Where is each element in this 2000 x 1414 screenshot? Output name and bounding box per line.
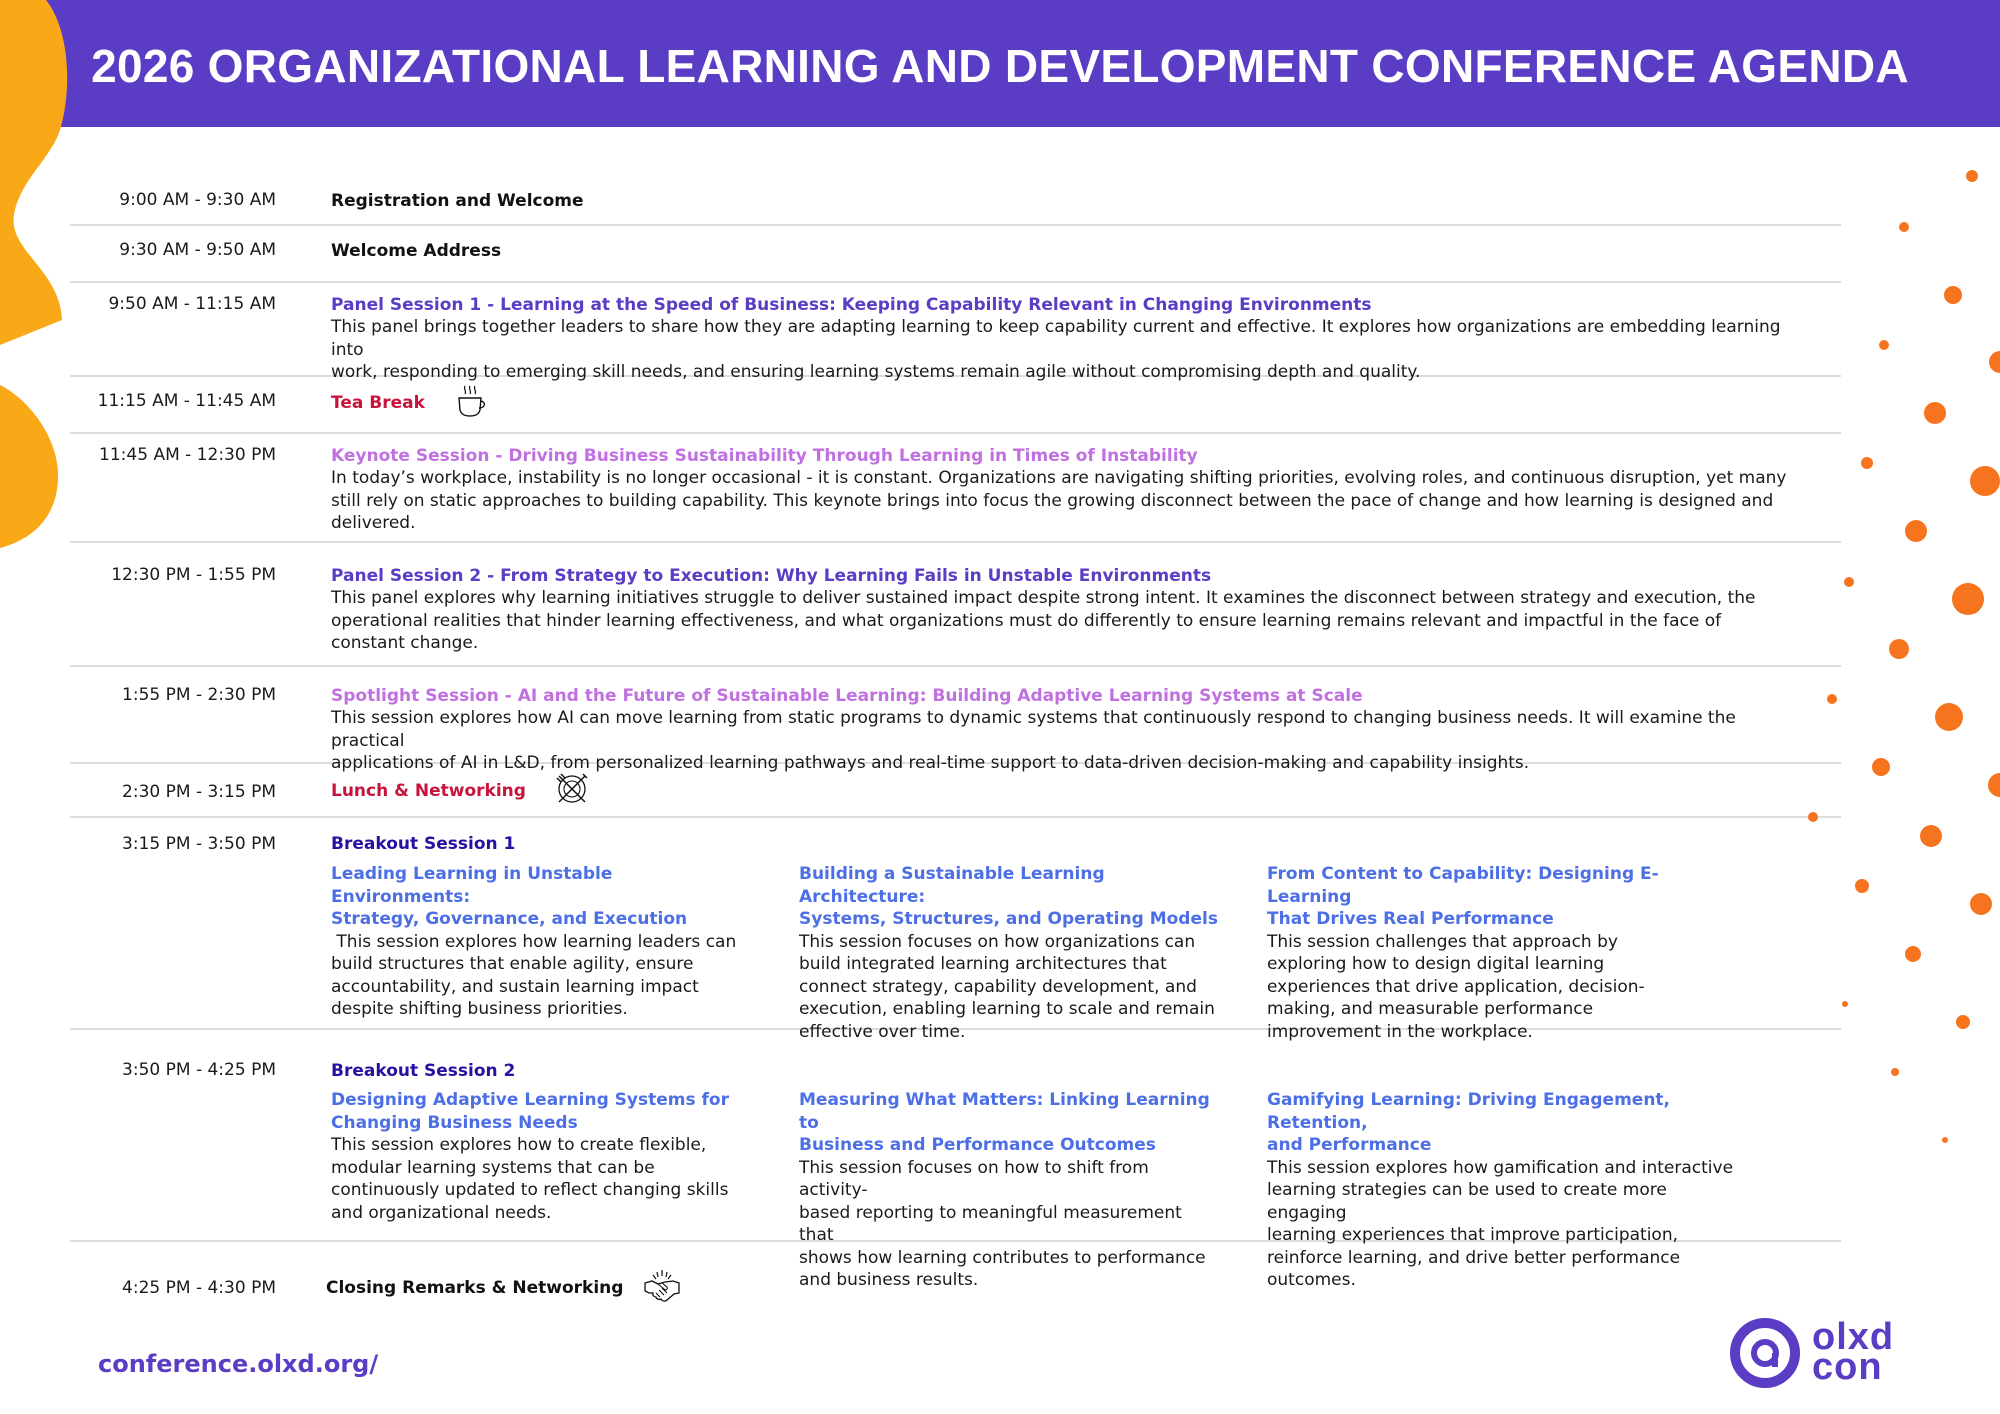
breakout-session-title: From Content to Capability: Designing E-Learning That Drives Real Performance [1267, 864, 1659, 929]
plate-cutlery-icon [555, 772, 589, 810]
agenda-time: 3:50 PM - 4:25 PM [122, 1060, 276, 1080]
agenda-time: 9:30 AM - 9:50 AM [119, 240, 276, 260]
agenda-description: In today’s workplace, instability is no longer occasional - it is constant. Organizations are navigating shifting priorities, evolving roles, and continuous disruption, yet many still rely on static approaches to building capability. This keynote brings into focus the growing disconnect between the pace of change and how learning is designed and delivered. [331, 468, 1787, 533]
handshake-icon [643, 1269, 681, 1307]
agenda-row [70, 1242, 1841, 1302]
agenda-title: Tea Break [331, 393, 425, 413]
agenda-title: Keynote Session - Driving Business Sustainability Through Learning in Times of Instability [331, 446, 1198, 466]
agenda-time: 11:15 AM - 11:45 AM [97, 391, 276, 411]
agenda-title: Breakout Session 2 [331, 1061, 516, 1081]
breakout-session-card [799, 863, 1219, 1043]
olxd-logo [1728, 1316, 1802, 1390]
agenda-description: This panel explores why learning initiatives struggle to deliver sustained impact despite strong intent. It examines the disconnect between strategy and execution, the operational realities that hinder learning effectiveness, and what organizations must do differently to ensure learning remains relevant and impactful in the face of constant change. [331, 588, 1756, 653]
breakout-session-title: Measuring What Matters: Linking Learning to Business and Performance Outcomes [799, 1090, 1210, 1155]
agenda-time: 2:30 PM - 3:15 PM [122, 782, 276, 802]
breakout-session-description: This session explores how learning leaders can build structures that enable agility, ensure accountability, and sustain learning impact despite shifting business priorities. [331, 931, 737, 1019]
agenda-time: 3:15 PM - 3:50 PM [122, 834, 276, 854]
agenda-row [70, 226, 1841, 283]
agenda-time: 4:25 PM - 4:30 PM [122, 1278, 276, 1298]
breakout-session-title: Gamifying Learning: Driving Engagement, Retention, and Performance [1267, 1090, 1671, 1155]
agenda-time: 12:30 PM - 1:55 PM [111, 565, 276, 585]
agenda-title: Breakout Session 1 [331, 834, 516, 854]
agenda-title: Spotlight Session - AI and the Future of Sustainable Learning: Building Adaptive Learning Systems at Scale [331, 686, 1363, 706]
breakout-session-description: This session focuses on how to shift from activity- based reporting to meaningful measurement that shows how learning contributes to performance and business results. [799, 1157, 1206, 1290]
breakout-session-card [331, 1089, 751, 1224]
agenda-description: This panel brings together leaders to share how they are adapting learning to keep capability current and effective. It explores how organizations are embedding learning into work, responding to emerging skill needs, and ensuring learning systems remain agile without compromising depth and quality. [331, 317, 1781, 382]
olxd-logo-text: olxd con [1812, 1316, 1895, 1388]
breakout-session-card [331, 863, 751, 1021]
page-title: 2026 ORGANIZATIONAL LEARNING AND DEVELOPMENT CONFERENCE AGENDA [91, 40, 1909, 92]
agenda-time: 9:00 AM - 9:30 AM [119, 190, 276, 210]
agenda-row [70, 764, 1841, 818]
agenda-row [70, 434, 1841, 543]
breakout-session-description: This session explores how gamification and interactive learning strategies can be used to create more engaging learning experiences that improve participation, reinforce learning, and drive better performance outcomes. [1267, 1157, 1734, 1290]
agenda-time: 9:50 AM - 11:15 AM [108, 294, 276, 314]
agenda-title: Panel Session 1 - Learning at the Speed of Business: Keeping Capability Relevant in Changing Environments [331, 295, 1372, 315]
agenda-time: 1:55 PM - 2:30 PM [122, 685, 276, 705]
agenda-title: Registration and Welcome [331, 191, 584, 211]
conference-website-link[interactable]: conference.olxd.org/ [98, 1350, 379, 1378]
breakout-session-description: This session explores how to create flexible, modular learning systems that can be continuously updated to reflect changing skills and organizational needs. [331, 1135, 729, 1223]
agenda-row [70, 818, 1841, 1042]
agenda-row [70, 377, 1841, 434]
agenda-description: This session explores how AI can move learning from static programs to dynamic systems that continuously respond to changing business needs. It will examine the practical applications of AI in L&D, from personalized learning pathways and real-time support to data-driven decision-making and capability insights. [331, 708, 1736, 773]
agenda-title: Panel Session 2 - From Strategy to Execution: Why Learning Fails in Unstable Environments [331, 566, 1212, 586]
agenda-row [70, 543, 1841, 667]
breakout-session-description: This session challenges that approach by exploring how to design digital learning experiences that drive application, decision- making, and measurable performance improvement in the workplace. [1267, 931, 1645, 1042]
agenda-title: Welcome Address [331, 241, 502, 261]
breakout-session-title: Building a Sustainable Learning Architecture: Systems, Structures, and Operating Models [799, 864, 1218, 929]
agenda-row [70, 667, 1841, 773]
coffee-cup-icon [456, 383, 488, 423]
agenda-title: Closing Remarks & Networking [326, 1278, 624, 1298]
breakout-session-title: Designing Adaptive Learning Systems for Changing Business Needs [331, 1090, 729, 1133]
agenda-title: Lunch & Networking [331, 781, 526, 801]
agenda-row [70, 178, 1841, 226]
breakout-session-title: Leading Learning in Unstable Environments: Strategy, Governance, and Execution [331, 864, 688, 929]
agenda-time: 11:45 AM - 12:30 PM [99, 445, 276, 465]
breakout-session-card [1267, 863, 1737, 1043]
agenda-row [70, 283, 1841, 382]
breakout-session-description: This session focuses on how organizations can build integrated learning architectures that connect strategy, capability development, and execution, enabling learning to scale and remain effective over time. [799, 931, 1215, 1042]
